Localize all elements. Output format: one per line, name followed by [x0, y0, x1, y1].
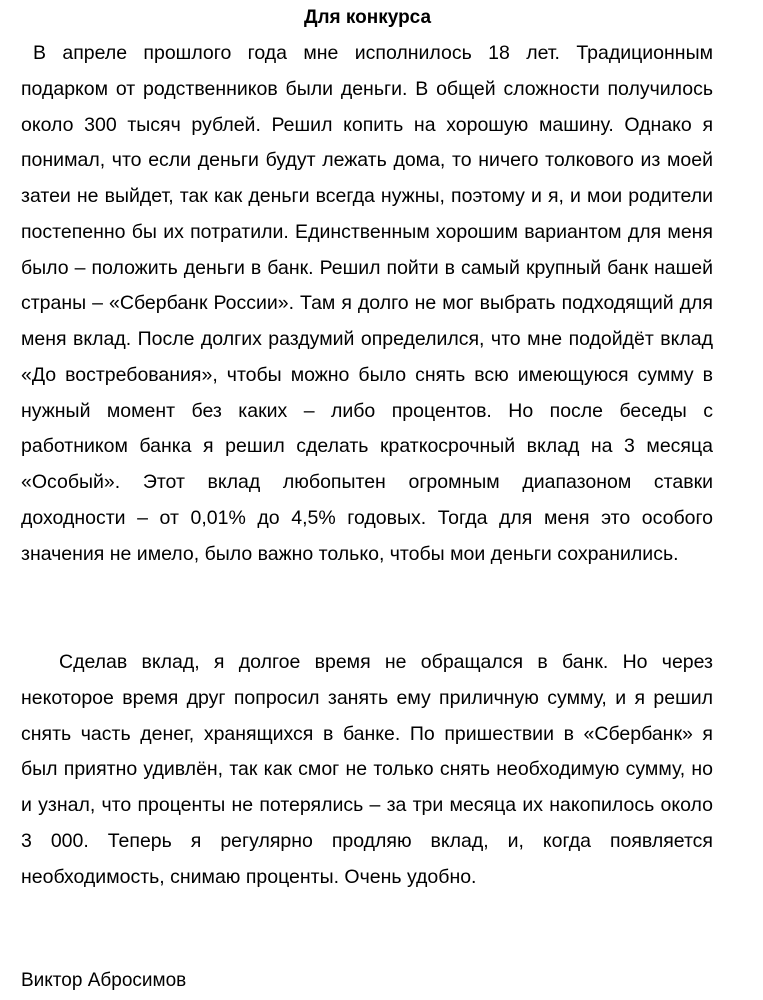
paragraph-2: Сделав вклад, я долгое время не обращался в банк. Но через некоторое время друг попросил занять ему приличную сумму, и я решил снять часть денег, хранящихся в банке. По пришествии в «Сбербанк» я был приятно удивлён, так как смог не только снять необходимую сумму, но и узнал, что проценты не потерялись – за три месяца их накопилось около 3 000. Теперь я регулярно продляю вклад, и, когда появляется необходимость, снимаю проценты. Очень удобно.: [21, 651, 713, 888]
paragraph-1: В апреле прошлого года мне исполнилось 18 лет. Традиционным подарком от родственников были деньги. В общей сложности получилось около 300 тысяч рублей. Решил копить на хорошую машину. Однако я понимал, что если деньги будут лежать дома, то ничего толкового из моей затеи не выйдет, так как деньги всегда нужны, поэтому и я, и мои родители постепенно бы их потратили. Единственным хорошим вариантом для меня было – положить деньги в банк. Решил пойти в самый крупный банк нашей страны – «Сбербанк России». Там я долго не мог выбрать подходящий для меня вклад. После долгих раздумий определился, что мне подойдёт вклад «До востребования», чтобы можно было снять всю имеющуюся сумму в нужный момент без каких – либо процентов. Но после беседы с работником банка я решил сделать краткосрочный вклад на 3 месяца «Особый». Этот вклад любопытен огромным диапазоном ставки доходности – от 0,01% до 4,5% годовых. Тогда для меня это особого значения не имело, было важно только, чтобы мои деньги сохранились.: [21, 42, 713, 565]
author-signature: Виктор Абросимов: [21, 970, 187, 991]
document-title: Для конкурса: [303, 7, 432, 28]
